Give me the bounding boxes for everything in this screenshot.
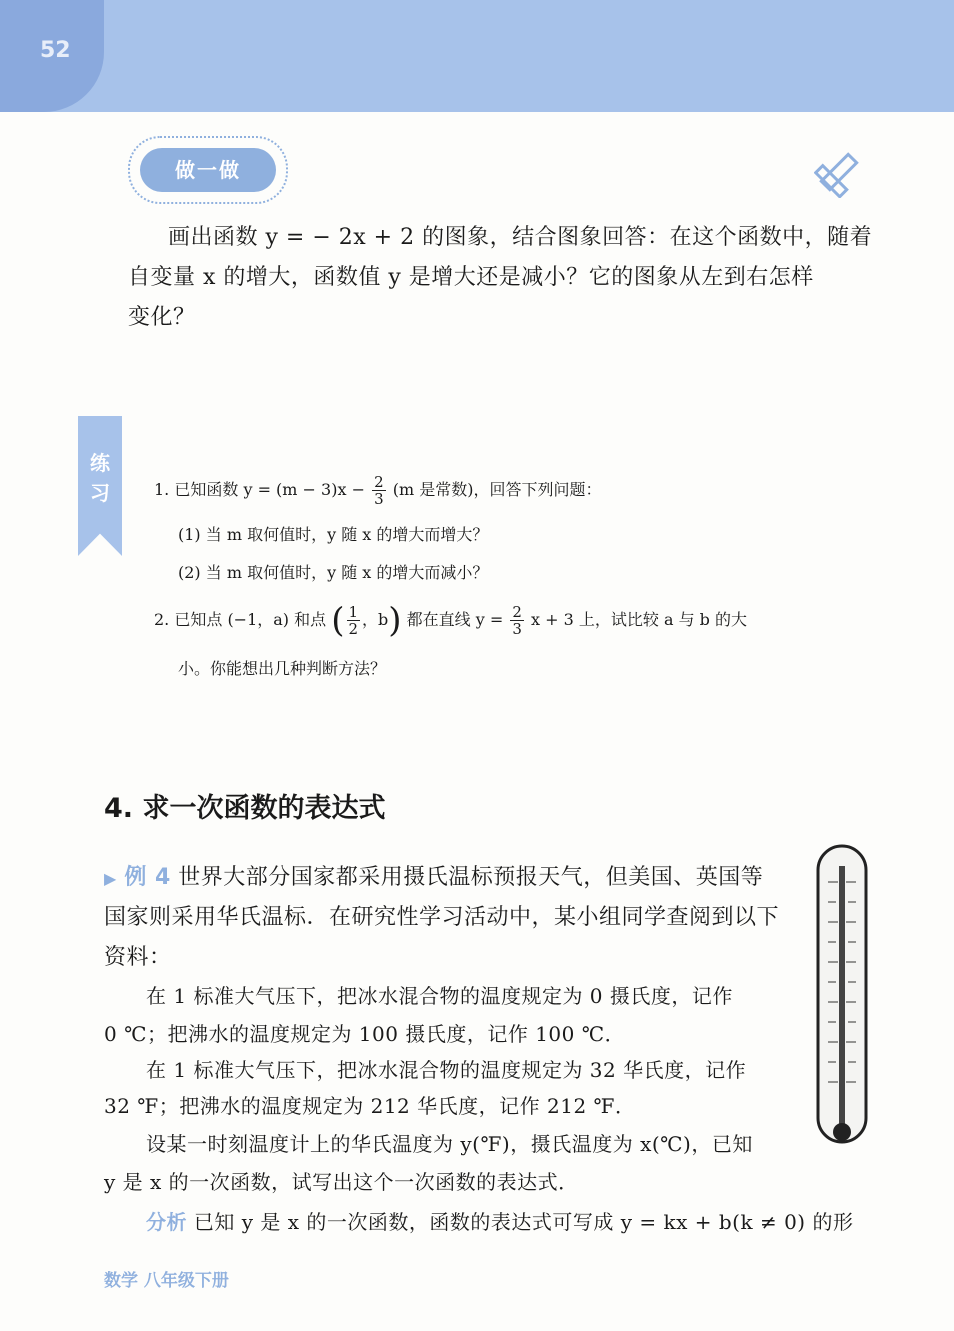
activity-badge bbox=[128, 136, 288, 204]
analysis-label: 分析 bbox=[146, 1210, 187, 1234]
example-line-3: 资料： bbox=[104, 945, 172, 970]
task-line-1: 设某一时刻温度计上的华氏温度为 y(℉)，摄氏温度为 x(℃)，已知 bbox=[146, 1132, 753, 1156]
exercise-2-suffix: x + 3 上，试比较 a 与 b 的大 bbox=[531, 610, 748, 629]
activity-badge-label: 做一做 bbox=[140, 148, 276, 192]
fraction-denominator: 2 bbox=[348, 620, 359, 638]
fraction-numerator: 2 bbox=[512, 603, 522, 621]
left-paren: ( bbox=[331, 600, 345, 641]
exercise-2-prefix: 2. 已知点 (−1，a) 和点 bbox=[154, 610, 327, 629]
example-text-1: 世界大部分国家都采用摄氏温标预报天气，但美国、英国等 bbox=[178, 865, 764, 890]
example-label: 例 4 bbox=[124, 865, 171, 890]
activity-text-line-1: 画出函数 y = − 2x + 2 的图象，结合图象回答：在这个函数中，随着 bbox=[168, 225, 873, 250]
example-line-1 bbox=[104, 858, 763, 899]
exercise-1-q2: (2) 当 m 取何值时，y 随 x 的增大而减小？ bbox=[178, 563, 489, 582]
example-line-2: 国家则采用华氏温标．在研究性学习活动中，某小组同学查阅到以下 bbox=[104, 905, 780, 930]
top-band bbox=[0, 0, 954, 112]
point-b: ，b bbox=[362, 610, 389, 629]
exercise-2-mid: 都在直线 y = bbox=[406, 610, 504, 629]
activity-text-line-3: 变化？ bbox=[128, 305, 196, 330]
exercise-1-prefix: 1. 已知函数 y = (m − 3)x − bbox=[154, 480, 365, 499]
pencil-ruler-icon bbox=[814, 148, 864, 198]
fahrenheit-line-1: 在 1 标准大气压下，把冰水混合物的温度规定为 32 华氏度，记作 bbox=[146, 1058, 747, 1082]
thermometer-icon bbox=[812, 842, 872, 1158]
analysis-line bbox=[146, 1202, 853, 1242]
practice-ribbon-label: 练习 bbox=[90, 451, 110, 505]
fraction-numerator: 1 bbox=[348, 603, 359, 621]
celsius-line-1: 在 1 标准大气压下，把冰水混合物的温度规定为 0 摄氏度，记作 bbox=[146, 984, 733, 1008]
exercise-2 bbox=[154, 600, 748, 641]
line-fraction bbox=[510, 604, 524, 637]
celsius-line-2: 0 ℃；把沸水的温度规定为 100 摄氏度，记作 100 ℃． bbox=[104, 1022, 626, 1046]
fahrenheit-line-2: 32 ℉；把沸水的温度规定为 212 华氏度，记作 212 ℉． bbox=[104, 1094, 636, 1118]
page-footer: 数学 八年级下册 bbox=[104, 1271, 229, 1291]
task-line-2: y 是 x 的一次函数，试写出这个一次函数的表达式． bbox=[104, 1170, 579, 1194]
activity-text-line-2: 自变量 x 的增大，函数值 y 是增大还是减小？它的图象从左到右怎样 bbox=[128, 265, 814, 290]
page-number: 52 bbox=[40, 38, 71, 63]
fraction-denominator: 3 bbox=[512, 620, 522, 638]
section-heading: 4. 求一次函数的表达式 bbox=[104, 793, 386, 824]
exercise-1 bbox=[154, 474, 601, 507]
exercise-1-fraction bbox=[372, 474, 386, 507]
fraction-denominator: 3 bbox=[374, 490, 384, 508]
exercise-2-line-2: 小。你能想出几种判断方法？ bbox=[178, 659, 387, 678]
fraction-numerator: 2 bbox=[374, 473, 384, 491]
point-fraction bbox=[347, 604, 361, 637]
triangle-icon: ▶ bbox=[104, 869, 117, 888]
exercise-1-q1: (1) 当 m 取何值时，y 随 x 的增大而增大？ bbox=[178, 525, 489, 544]
analysis-text: 已知 y 是 x 的一次函数，函数的表达式可写成 y = kx + b(k ≠ 0) 的形 bbox=[193, 1210, 854, 1234]
exercise-1-suffix: (m 是常数)，回答下列问题： bbox=[392, 480, 602, 499]
right-paren: ) bbox=[388, 600, 402, 641]
